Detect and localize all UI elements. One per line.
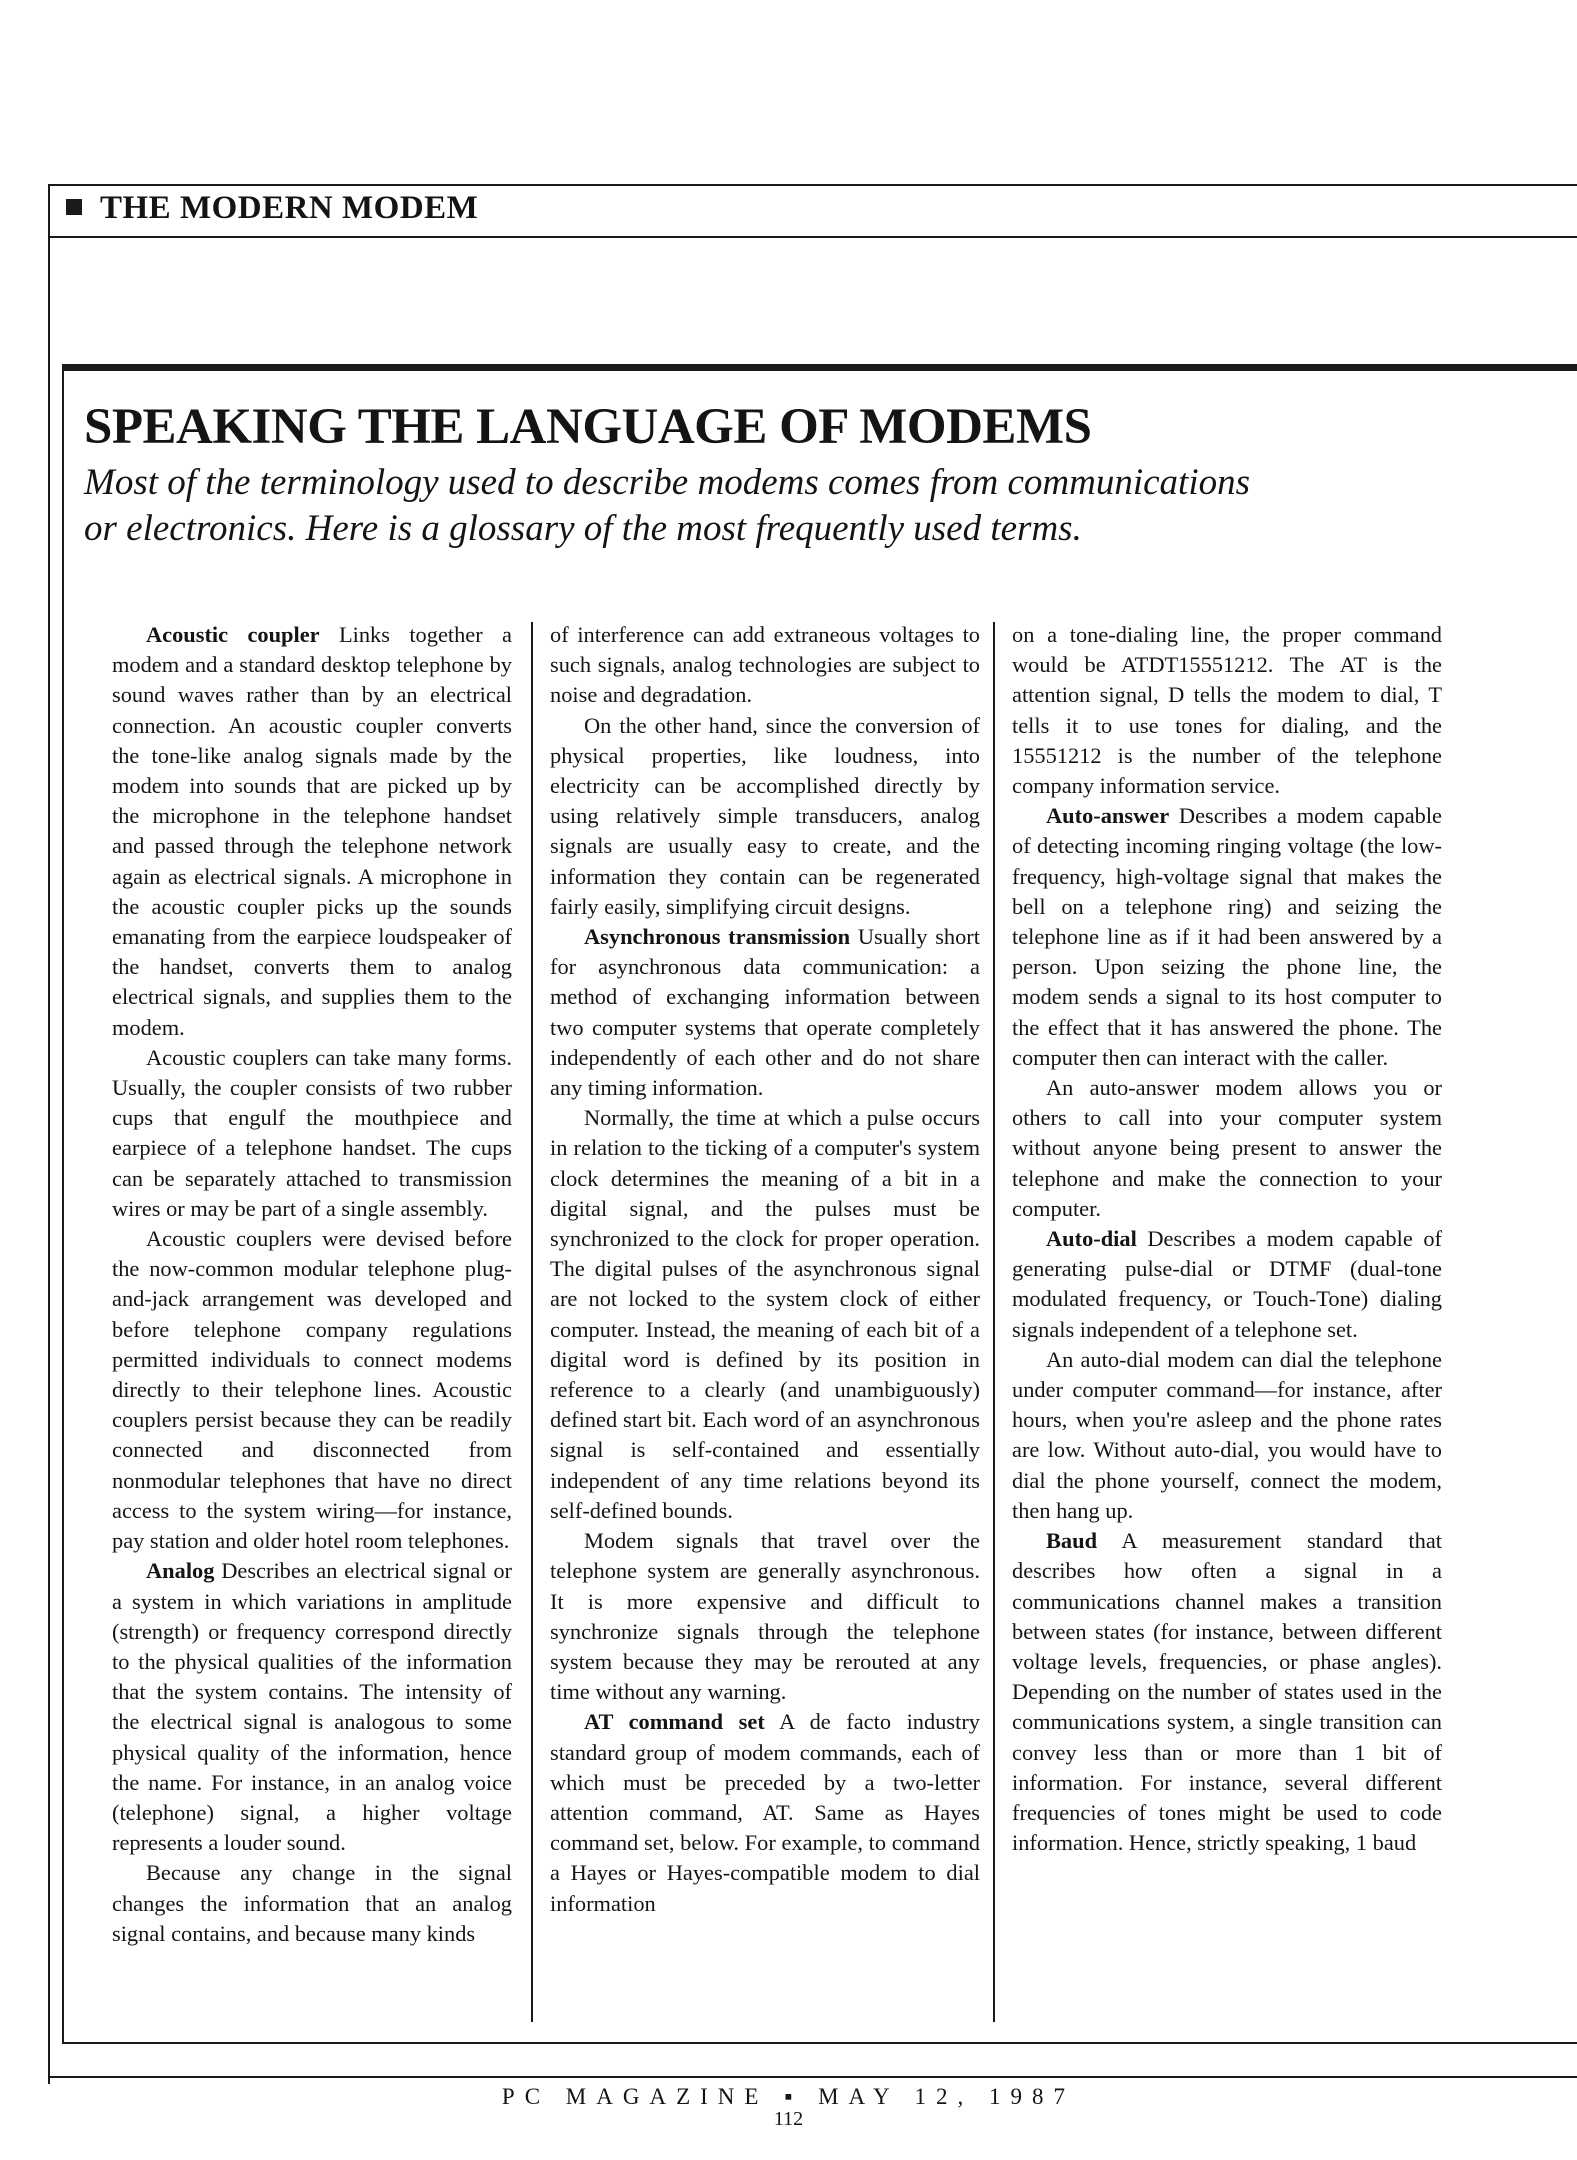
glossary-paragraph [550, 1103, 980, 1526]
article-deck-line-1: Most of the terminology used to describe modems comes from communications [84, 462, 1251, 503]
glossary-text: Links together a modem and a standard desktop telephone by sound waves rather than by an electrical connection. An acoustic coupler converts the tone-like analog signals made by the modem into sounds that are picked up by the microphone in the telephone handset and passed through the telephone network again as electrical signals. A microphone in the acoustic coupler picks up the sounds emanating from the earpiece loudspeaker of the handset, converts them to analog electrical signals, and supplies them to the modem. [112, 622, 512, 1040]
glossary-paragraph [550, 711, 980, 922]
glossary-text: Acoustic couplers were devised before the now-common modular telephone plug-and-jack arrangement was developed and before telephone company regulations permitted individuals to connect modems directly to their telephone lines. Acoustic couplers persist because they can be readily connected and disconnected from nonmodular telephones that have no direct access to the system wiring—for instance, pay station and older hotel room telephones. [112, 1226, 512, 1554]
glossary-text: Describes an electrical signal or a system in which variations in amplitude (strength) or frequency correspond directly to the physical qualities of the information that the system contains. The intensity of the electrical signal is analogous to some physical quality of the information, hence the name. For instance, in an analog voice (telephone) signal, a higher voltage represents a louder sound. [112, 1558, 512, 1856]
glossary-column-2 [550, 620, 980, 2030]
column-divider-2 [993, 622, 995, 2022]
column-divider-1 [531, 622, 533, 2022]
glossary-text: Normally, the time at which a pulse occurs in relation to the ticking of a computer's system clock determines the meaning of a bit in a digital signal, and the pulses must be synchronized to the clock for proper operation. The digital pulses of the asynchronous signal are not locked to the system clock of either computer. Instead, the meaning of each bit of a digital word is defined by its position in reference to a clearly (and unambiguously) defined start bit. Each word of an asynchronous signal is self-contained and essentially independent of any time relations beyond its self-defined bounds. [550, 1105, 980, 1523]
page-number: 112 [773, 2108, 804, 2130]
glossary-entry [1012, 1526, 1442, 1858]
box-left-rule [62, 364, 64, 2044]
glossary-term: Acoustic coupler [146, 622, 320, 647]
box-top-heavy-rule [62, 364, 1577, 371]
glossary-paragraph [1012, 620, 1442, 801]
glossary-text: Usually short for asynchronous data communication: a method of exchanging information between two computer systems that operate completely independently of each other and do not share any timing information. [550, 924, 980, 1101]
section-header-text: THE MODERN MODEM [100, 190, 479, 226]
top-rule [48, 184, 1577, 186]
article-title: SPEAKING THE LANGUAGE OF MODEMS [84, 399, 1092, 455]
glossary-text: On the other hand, since the conversion of physical properties, like loudness, into electricity can be accomplished directly by using relatively simple transducers, analog signals are usually easy to create, and the information they contain can be regenerated fairly easily, simplifying circuit designs. [550, 712, 980, 919]
square-bullet-icon [66, 199, 82, 215]
glossary-term: Asynchronous transmission [584, 924, 851, 950]
section-header [66, 190, 478, 227]
glossary-text: An auto-answer modem allows you or others to call into your computer system without anyone being present to answer the telephone and make the connection to your computer. [1012, 1075, 1442, 1221]
glossary-paragraph [550, 1526, 980, 1707]
glossary-entry [112, 1556, 512, 1858]
glossary-entry [112, 620, 512, 1043]
glossary-text: An auto-dial modem can dial the telephone under computer command—for instance, after hours, when you're asleep and the phone rates are low. Without auto-dial, you would have to dial the phone yourself, connect the modem, then hang up. [1012, 1346, 1442, 1523]
article-deck-line-2: or electronics. Here is a glossary of the most frequently used terms. [84, 508, 1082, 549]
glossary-entry [550, 1707, 980, 1918]
glossary-text: Describes a modem capable of generating pulse-dial or DTMF (dual-tone modulated frequency, or Touch-Tone) dialing signals independent of a telephone set. [1012, 1226, 1442, 1342]
left-frame-rule [48, 184, 50, 2084]
glossary-paragraph [550, 620, 980, 711]
bottom-frame-rule [48, 2076, 1577, 2078]
glossary-column-3 [1012, 620, 1442, 2030]
glossary-term: Auto-dial [1046, 1226, 1137, 1252]
glossary-entry [550, 922, 980, 1103]
glossary-text: of interference can add extraneous voltages to such signals, analog technologies are subject to noise and degradation. [550, 622, 980, 708]
footer-magazine-date: PC MAGAZINE ▪ MAY 12, 1987 [501, 2084, 1076, 2109]
glossary-text: Acoustic couplers can take many forms. Usually, the coupler consists of two rubber cups that engulf the mouthpiece and earpiece of a telephone handset. The cups can be separately attached to transmission wires or may be part of a single assembly. [112, 1044, 512, 1221]
glossary-term: Auto-answer [1046, 803, 1170, 829]
box-bottom-rule [62, 2042, 1577, 2044]
glossary-paragraph [112, 1224, 512, 1556]
glossary-paragraph [112, 1858, 512, 1949]
glossary-term: Analog [146, 1558, 215, 1584]
glossary-term: Baud [1046, 1528, 1098, 1554]
glossary-paragraph [1012, 1073, 1442, 1224]
glossary-column-1 [112, 620, 512, 2030]
glossary-text: A measurement standard that describes how often a signal in a communications channel makes a transition between states (for instance, between different voltage levels, frequencies, or phase angles). Depending on the number of states used in the communications system, a single transition can convey less than or more than 1 bit of information. For instance, several different frequencies of tones might be used to code information. Hence, strictly speaking, 1 baud [1012, 1528, 1442, 1856]
glossary-text: Describes a modem capable of detecting incoming ringing voltage (the low-frequency, high-voltage signal that makes the bell on a telephone ring) and seizing the telephone line as if it had been answered by a person. Upon seizing the phone line, the modem sends a signal to its host computer to the effect that it has answered the phone. The computer then can interact with the caller. [1012, 803, 1442, 1070]
glossary-entry [1012, 801, 1442, 1073]
glossary-term: AT command set [584, 1709, 765, 1735]
glossary-text: A de facto industry standard group of modem commands, each of which must be preceded by a two-letter attention command, AT. Same as Hayes command set, below. For example, to command a Hayes or Hayes-compatible modem to dial information [550, 1709, 980, 1916]
glossary-entry [1012, 1224, 1442, 1345]
glossary-text: Modem signals that travel over the telephone system are generally asynchronous. It is more expensive and difficult to synchronize signals through the telephone system because they may be rerouted at any time without any warning. [550, 1528, 980, 1705]
glossary-paragraph [1012, 1345, 1442, 1526]
glossary-text: Because any change in the signal changes the information that an analog signal contains, and because many kinds [112, 1860, 512, 1946]
section-underline [48, 236, 1577, 238]
glossary-paragraph [112, 1043, 512, 1224]
glossary-text: on a tone-dialing line, the proper command would be ATDT15551212. The AT is the attention signal, D tells the modem to dial, T tells it to use tones for dialing, and the 15551212 is the number of the telephone company information service. [1012, 622, 1442, 799]
